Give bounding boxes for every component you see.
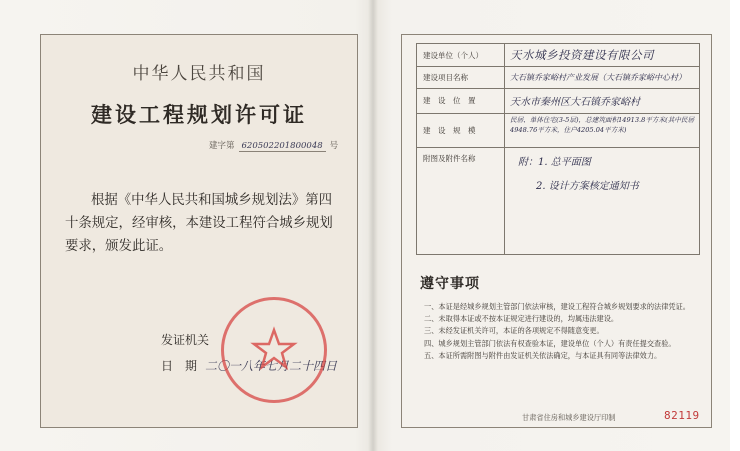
attachment-item: 附：1. 总平面图: [518, 157, 591, 168]
printer-credit: 甘肃省住房和城乡建设厅印制: [522, 413, 616, 422]
value-location: 天水市秦州区大石镇乔家峪村: [510, 97, 640, 108]
row-scale: [417, 113, 699, 148]
rules-list: [424, 301, 708, 362]
rule-item: 四、城乡规划主管部门依法有权查验本证，建设单位（个人）有责任提交查验。: [424, 338, 676, 348]
value-construction-unit: 天水城乡投资建设有限公司: [510, 48, 654, 62]
value-scale: 民居、单体住宅(3-5层)，总建筑面积14913.8平方米(其中民居4948.76平方米，住户4205.04平方米): [510, 116, 695, 134]
rule-item: 一、本证是经城乡规划主管部门依法审核，建设工程符合城乡规划要求的法律凭证。: [424, 302, 690, 311]
left-page: [40, 34, 358, 428]
serial-suffix: 号: [329, 141, 339, 151]
label-attachments: 附图及附件名称: [417, 147, 505, 254]
row-attachments: [417, 147, 699, 254]
row-location: [417, 88, 699, 114]
label-location: 建 设 位 置: [417, 88, 505, 113]
label-construction-unit: 建设单位（个人）: [417, 44, 505, 66]
attachment-item: 2. 设计方案核定通知书: [536, 181, 639, 192]
date-value: 二〇一八年七月二十四日: [205, 359, 338, 373]
certificate-body-text: 根据《中华人民共和国城乡规划法》第四十条规定，经审核，本建设工程符合城乡规划要求，颁发此证。: [65, 193, 333, 254]
certificate-title: 建设工程规划许可证: [91, 103, 307, 127]
value-attachments: [510, 147, 696, 254]
rule-item: 二、未取得本证或不按本证规定进行建设的，均属违法建设。: [424, 314, 619, 324]
notice-title: 遵守事项: [420, 276, 480, 292]
seal-star-icon: [224, 300, 324, 400]
country-name: 中华人民共和国: [132, 64, 266, 84]
label-project-name: 建设项目名称: [417, 66, 505, 88]
serial-number: 620502201800048: [239, 141, 326, 152]
value-project-name: 大石镇乔家峪村产业发展（大石镇乔家峪中心村）: [510, 72, 686, 82]
serial-prefix: 建字第: [209, 141, 235, 151]
rule-item: 三、未经发证机关许可，本证的各项规定不得随意变更。: [424, 326, 604, 336]
official-seal: [221, 297, 327, 403]
center-fold: [368, 0, 378, 451]
row-project-name: [417, 66, 699, 89]
date-label: 日 期: [161, 359, 198, 373]
certificate-number: 82119: [664, 409, 700, 422]
serial-line: [209, 139, 338, 152]
issuer-label: 发证机关: [161, 333, 210, 347]
label-scale: 建 设 规 模: [417, 113, 505, 147]
row-construction-unit: [417, 44, 699, 67]
rule-item: 五、本证所需附图与附件由发证机关依法确定，与本证具有同等法律效力。: [424, 350, 662, 360]
right-page: [401, 34, 712, 428]
scan-margin: [730, 0, 740, 451]
project-info-table: [416, 43, 700, 255]
